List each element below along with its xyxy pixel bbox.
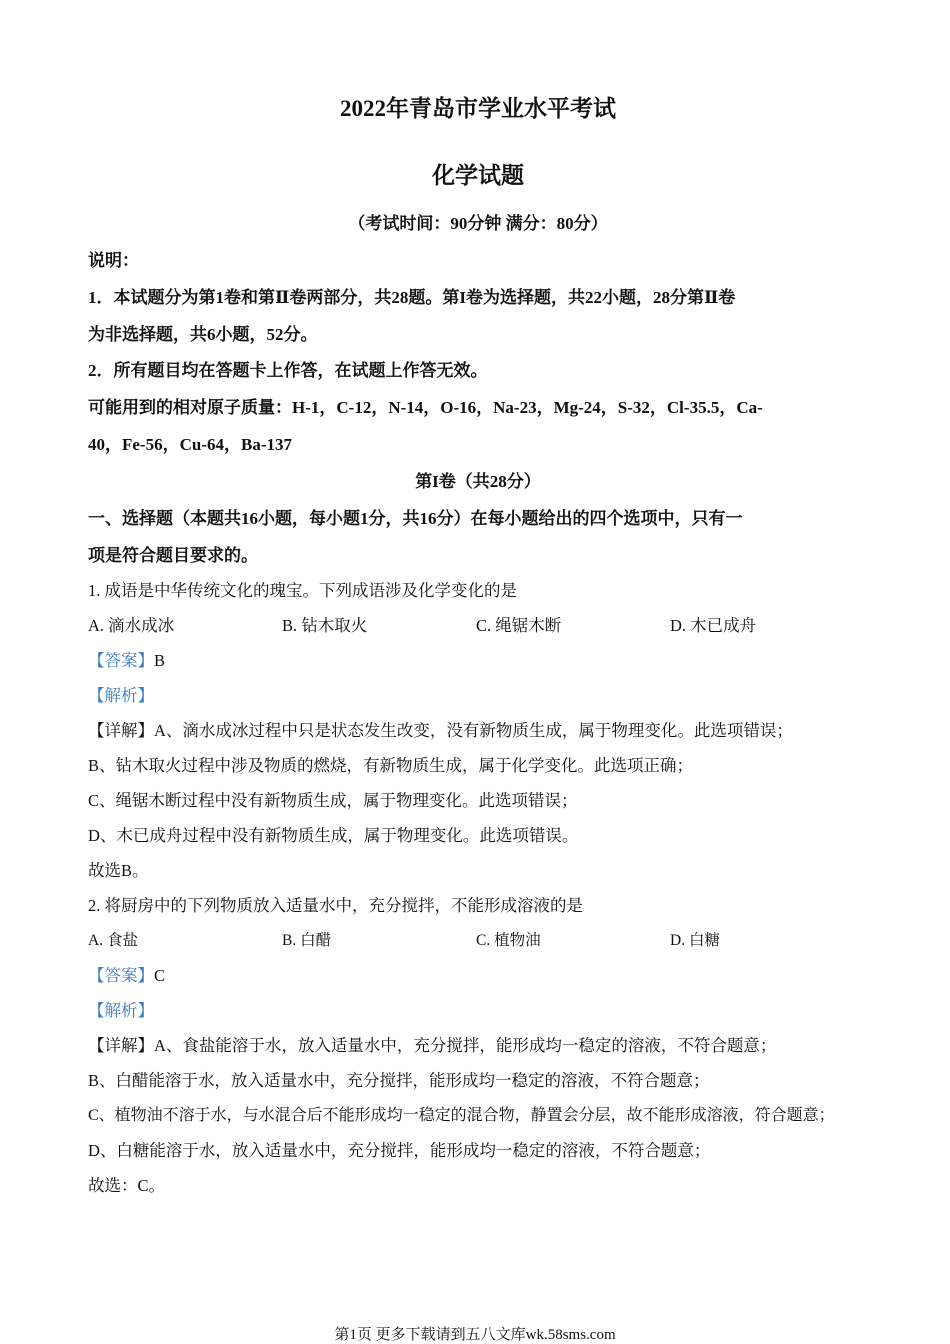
question-1-conclusion: 故选B。 bbox=[88, 861, 149, 880]
question-1-detail-line-4: D、木已成舟过程中没有新物质生成，属于物理变化。此选项错误。 bbox=[88, 826, 579, 845]
section-desc-line-1: 一、选择题（本题共16小题，每小题1分，共16分）在每小题给出的四个选项中，只有一 bbox=[88, 509, 743, 528]
question-2-detail-line-3: C、植物油不溶于水，与水混合后不能形成均一稳定的混合物，静置会分层，故不能形成溶液，符合题意； bbox=[88, 1107, 835, 1124]
question-2-option-d: D. 白糖 bbox=[670, 932, 720, 949]
detail-label: 【详解】 bbox=[88, 721, 154, 740]
section-desc-line-2: 项是符合题目要求的。 bbox=[88, 546, 258, 565]
question-2-detail-line-4: D、白糖能溶于水，放入适量水中，充分搅拌，能形成均一稳定的溶液，不符合题意； bbox=[88, 1141, 711, 1160]
subject-title: 化学试题 bbox=[432, 163, 524, 188]
atomic-mass-line-2: 40，Fe-56，Cu-64，Ba-137 bbox=[88, 435, 292, 454]
section-title: 第I卷（共28分） bbox=[415, 472, 541, 491]
detail-text: A、食盐能溶于水，放入适量水中，充分搅拌，能形成均一稳定的溶液，不符合题意； bbox=[154, 1036, 777, 1055]
question-1-option-d: D. 木已成舟 bbox=[670, 616, 757, 635]
detail-label: 【详解】 bbox=[88, 1036, 154, 1055]
answer-value: C bbox=[154, 966, 166, 985]
question-2-option-a: A. 食盐 bbox=[88, 932, 138, 949]
instructions-heading: 说明： bbox=[88, 251, 139, 270]
question-1-option-c: C. 绳锯木断 bbox=[476, 616, 562, 635]
question-1-option-a: A. 滴水成冰 bbox=[88, 616, 175, 635]
answer-value: B bbox=[154, 651, 166, 670]
question-1-stem: 1. 成语是中华传统文化的瑰宝。下列成语涉及化学变化的是 bbox=[88, 581, 517, 600]
question-1-answer bbox=[88, 647, 165, 671]
question-2-option-c: C. 植物油 bbox=[476, 932, 541, 949]
instruction-item-1-line-1: 1．本试题分为第1卷和第Ⅱ卷两部分，共28题。第I卷为选择题，共22小题，28分第Ⅱ卷 bbox=[88, 288, 736, 307]
exam-time-info: （考试时间：90分钟 满分：80分） bbox=[348, 214, 608, 233]
question-1-detail-line-3: C、绳锯木断过程中没有新物质生成，属于物理变化。此选项错误； bbox=[88, 791, 578, 810]
question-2-detail-line-1 bbox=[88, 1032, 776, 1056]
instruction-item-1-line-2: 为非选择题，共6小题，52分。 bbox=[88, 325, 318, 344]
question-2-conclusion: 故选：C。 bbox=[88, 1176, 166, 1195]
question-2-analysis-label: 【解析】 bbox=[88, 1001, 154, 1020]
question-2-stem: 2. 将厨房中的下列物质放入适量水中，充分搅拌，不能形成溶液的是 bbox=[88, 896, 583, 915]
atomic-mass-line-1: 可能用到的相对原子质量：H-1，C-12，N-14，O-16，Na-23，Mg-24，S-32，Cl-35.5，Ca- bbox=[88, 398, 763, 417]
question-2-answer bbox=[88, 962, 165, 986]
question-1-option-b: B. 钻木取火 bbox=[282, 616, 368, 635]
question-2-detail-line-2: B、白醋能溶于水，放入适量水中，充分搅拌，能形成均一稳定的溶液，不符合题意； bbox=[88, 1071, 710, 1090]
exam-title: 2022年青岛市学业水平考试 bbox=[340, 96, 616, 121]
answer-label: 【答案】 bbox=[88, 651, 154, 670]
question-1-detail-line-1 bbox=[88, 717, 793, 741]
answer-label: 【答案】 bbox=[88, 966, 154, 985]
instruction-item-2: 2．所有题目均在答题卡上作答，在试题上作答无效。 bbox=[88, 361, 488, 380]
question-2-option-b: B. 白醋 bbox=[282, 932, 332, 949]
page-footer: 第1页 更多下载请到五八文库wk.58sms.com bbox=[334, 1327, 616, 1343]
question-1-analysis-label: 【解析】 bbox=[88, 686, 154, 705]
question-1-detail-line-2: B、钻木取火过程中涉及物质的燃烧，有新物质生成，属于化学变化。此选项正确； bbox=[88, 756, 694, 775]
detail-text: A、滴水成冰过程中只是状态发生改变，没有新物质生成，属于物理变化。此选项错误； bbox=[154, 721, 793, 740]
